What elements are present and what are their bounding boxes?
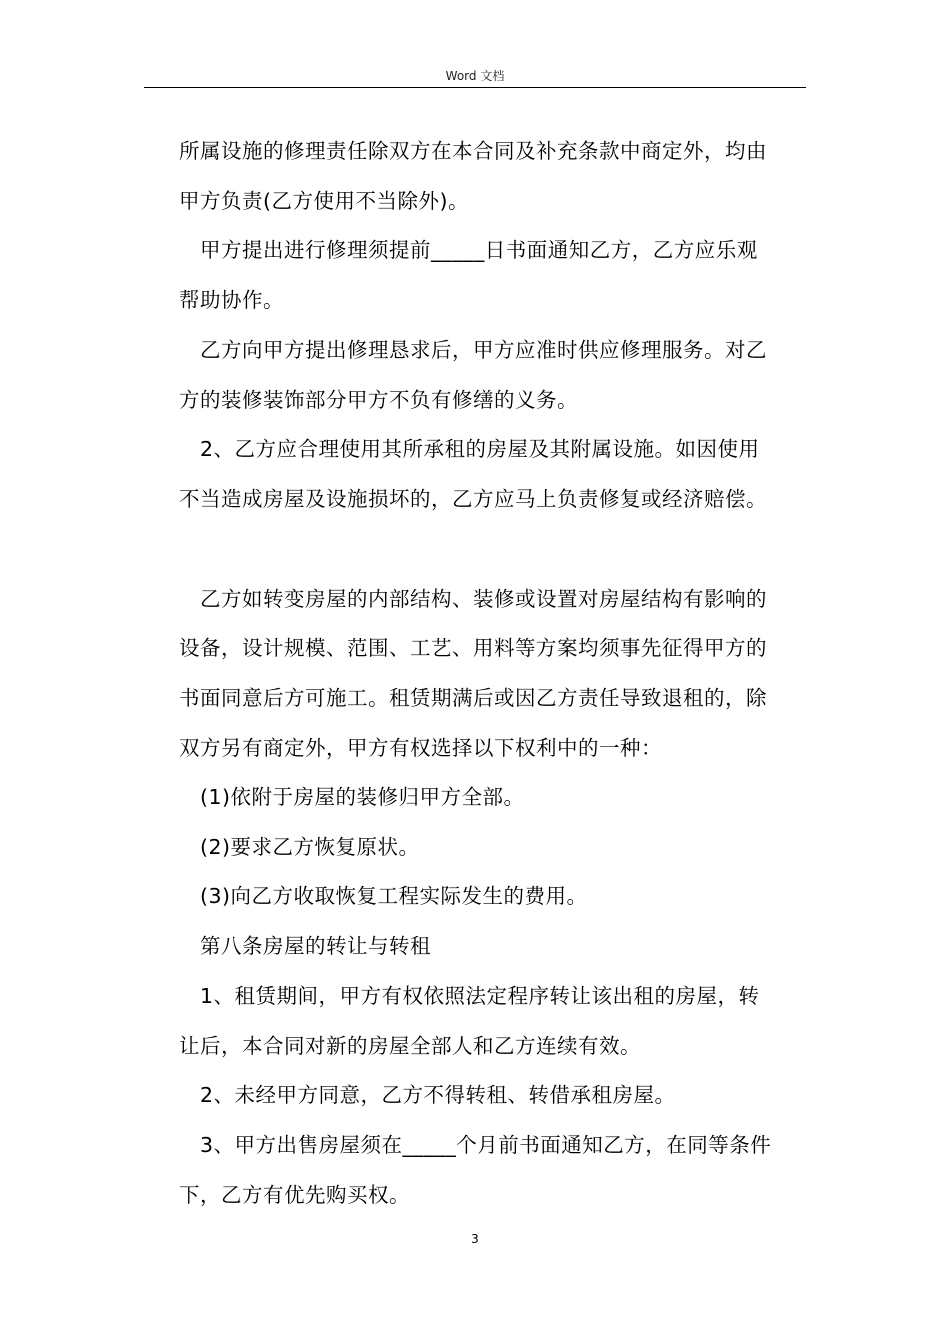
body-line-4: 帮助协作。 <box>179 288 284 312</box>
body-line-3: 甲方提出进行修理须提前_____日书面通知乙方，乙方应乐观 <box>200 238 758 262</box>
body-line-8: 不当造成房屋及设施损坏的，乙方应马上负责修复或经济赔偿。 <box>179 487 767 511</box>
body-line-10: 设备，设计规模、范围、工艺、用料等方案均须事先征得甲方的 <box>179 636 767 660</box>
body-line-18: 让后，本合同对新的房屋全部人和乙方连续有效。 <box>179 1034 641 1058</box>
body-line-15: (3)向乙方收取恢复工程实际发生的费用。 <box>200 884 588 908</box>
body-line-9: 乙方如转变房屋的内部结构、装修或设置对房屋结构有影响的 <box>200 587 767 611</box>
page-number: 3 <box>471 1232 479 1246</box>
body-line-7: 2、乙方应合理使用其所承租的房屋及其附属设施。如因使用 <box>200 437 760 461</box>
section-heading: 第八条房屋的转让与转租 <box>200 934 431 958</box>
body-line-11: 书面同意后方可施工。租赁期满后或因乙方责任导致退租的，除 <box>179 686 767 710</box>
body-line-12: 双方另有商定外，甲方有权选择以下权利中的一种： <box>179 736 662 760</box>
page-header-title: Word 文档 <box>445 69 505 83</box>
body-line-13: (1)依附于房屋的装修归甲方全部。 <box>200 785 525 809</box>
body-line-2: 甲方负责(乙方使用不当除外)。 <box>179 189 469 213</box>
body-line-14: (2)要求乙方恢复原状。 <box>200 835 420 859</box>
body-line-21: 下，乙方有优先购买权。 <box>179 1183 410 1207</box>
body-line-1: 所属设施的修理责任除双方在本合同及补充条款中商定外，均由 <box>179 139 767 163</box>
body-line-17: 1、租赁期间，甲方有权依照法定程序转让该出租的房屋，转 <box>200 984 760 1008</box>
body-line-20: 3、甲方出售房屋须在_____个月前书面通知乙方，在同等条件 <box>200 1133 772 1157</box>
body-line-6: 方的装修装饰部分甲方不负有修缮的义务。 <box>179 388 578 412</box>
body-line-5: 乙方向甲方提出修理恳求后，甲方应准时供应修理服务。对乙 <box>200 338 767 362</box>
body-line-19: 2、未经甲方同意，乙方不得转租、转借承租房屋。 <box>200 1083 676 1107</box>
header-divider <box>144 87 806 88</box>
